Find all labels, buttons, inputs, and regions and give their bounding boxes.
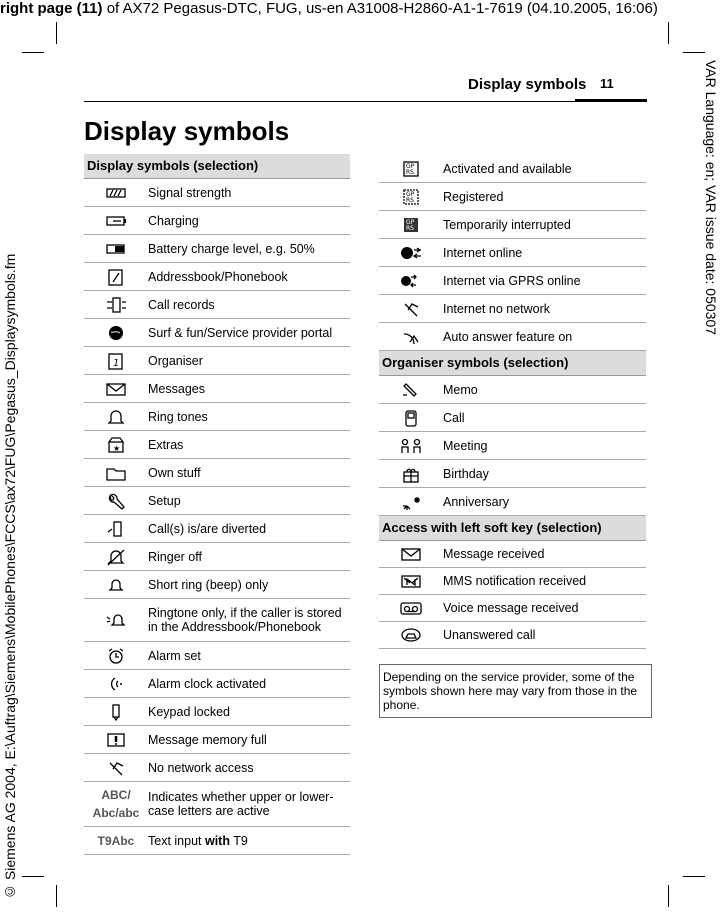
unanswered-call-icon — [379, 626, 443, 644]
symbol-label: Temporarily interrupted — [443, 217, 571, 232]
symbol-label: Charging — [148, 213, 199, 228]
symbol-row — [84, 571, 350, 599]
meeting-icon — [379, 437, 443, 455]
crop-mark — [668, 22, 669, 44]
symbol-row — [84, 291, 350, 319]
symbol-row — [379, 404, 646, 432]
call-icon — [379, 409, 443, 427]
label-part-bold: with — [204, 833, 230, 848]
symbol-label: Own stuff — [148, 465, 201, 480]
svg-text:GP: GP — [406, 190, 415, 198]
symbol-label: Registered — [443, 189, 504, 204]
symbol-label: Indicates whether upper or lower-case letters are active — [148, 790, 334, 818]
symbol-row — [379, 488, 646, 516]
crop-mark — [22, 876, 44, 877]
symbol-label: Auto answer feature on — [443, 329, 573, 344]
no-network-icon — [379, 300, 443, 318]
right-symbol-table — [379, 155, 646, 649]
symbol-row — [379, 460, 646, 488]
symbol-row — [84, 599, 350, 642]
symbol-row — [84, 642, 350, 670]
crop-mark — [683, 52, 705, 53]
header-rule-accent — [575, 99, 647, 102]
symbol-label: Addressbook/Phonebook — [148, 269, 288, 284]
folder-icon — [84, 464, 148, 482]
crop-mark — [683, 876, 705, 877]
symbol-label: Signal strength — [148, 185, 232, 200]
symbol-row — [379, 432, 646, 460]
t9-icon — [84, 832, 148, 850]
symbol-label: Battery charge level, e.g. 50% — [148, 241, 315, 256]
symbol-label: Meeting — [443, 438, 488, 453]
globe-icon — [84, 324, 148, 342]
symbol-row — [379, 295, 646, 323]
crop-mark — [56, 885, 57, 907]
no-network-icon — [84, 759, 148, 777]
symbol-label: Unanswered call — [443, 628, 536, 642]
symbol-row — [84, 319, 350, 347]
symbol-row — [379, 211, 646, 239]
section-heading: Organiser symbols (selection) — [379, 351, 646, 376]
symbol-label: Voice message received — [443, 601, 579, 615]
symbol-label: Ringtone only, if the caller is stored in the Addressbook/Phonebook — [148, 606, 342, 634]
page-number: 11 — [600, 76, 614, 91]
symbol-label: Internet no network — [443, 301, 551, 316]
symbol-row — [379, 323, 646, 351]
organiser-icon — [84, 352, 148, 370]
symbol-row — [84, 263, 350, 291]
symbol-row — [379, 595, 646, 622]
symbol-row — [84, 754, 350, 782]
ring-caller-icon — [84, 611, 148, 629]
gprs-available-icon — [379, 160, 443, 178]
symbol-row — [84, 698, 350, 726]
side-note-left: © Siemens AG 2004, E:\Auftrag\Siemens\MobilePhones\FCCS\ax72\FUG\Pegasus_Displaysymbols.fm — [2, 253, 18, 900]
symbol-row — [84, 726, 350, 754]
symbol-label: Keypad locked — [148, 704, 231, 719]
symbol-label: Messages — [148, 381, 205, 396]
svg-text:RS: RS — [406, 168, 414, 176]
key-lock-icon — [84, 703, 148, 721]
crop-mark — [668, 885, 669, 907]
symbol-row — [379, 568, 646, 595]
voicemail-icon — [379, 599, 443, 617]
symbol-row — [379, 239, 646, 267]
symbol-row — [84, 487, 350, 515]
symbol-row — [379, 541, 646, 568]
symbol-label: Memo — [443, 382, 478, 397]
crop-mark — [56, 22, 57, 44]
section-heading: Display symbols (selection) — [84, 154, 350, 179]
beep-icon — [84, 576, 148, 594]
anniversary-icon — [379, 493, 443, 511]
bell-icon — [84, 408, 148, 426]
symbol-row — [84, 207, 350, 235]
symbol-label: Ringer off — [148, 549, 202, 564]
call-records-icon — [84, 296, 148, 314]
symbol-label: Birthday — [443, 466, 489, 481]
ringer-off-icon — [84, 548, 148, 566]
page-title: Display symbols — [84, 116, 290, 146]
symbol-label: Call — [443, 410, 465, 425]
signal-strength-icon — [84, 184, 148, 202]
symbol-label: Internet via GPRS online — [443, 273, 581, 288]
alarm-active-icon — [84, 675, 148, 693]
symbol-row — [84, 375, 350, 403]
text-case-icon — [84, 786, 148, 822]
symbol-label: Message memory full — [148, 732, 267, 747]
svg-text:GP: GP — [406, 218, 415, 226]
label-part: Text input — [148, 833, 205, 848]
symbol-label: Short ring (beep) only — [148, 577, 269, 592]
symbol-row — [84, 459, 350, 487]
extras-icon — [84, 436, 148, 454]
gprs-registered-icon — [379, 188, 443, 206]
symbol-row — [84, 543, 350, 571]
memory-full-icon — [84, 731, 148, 749]
label-part: T9 — [229, 833, 248, 848]
left-symbol-table — [84, 154, 350, 855]
symbol-label: Activated and available — [443, 161, 572, 176]
wrench-icon — [84, 492, 148, 510]
section-heading: Access with left soft key (selection) — [379, 516, 646, 541]
charging-icon — [84, 212, 148, 230]
symbol-row — [379, 155, 646, 183]
print-header: right page (11) of AX72 Pegasus-DTC, FUG, us-en A31008-H2860-A1-1-7619 (04.10.2005, 16:06) — [0, 0, 658, 17]
icon-text: T9Abc — [97, 833, 135, 848]
symbol-row — [84, 403, 350, 431]
symbol-label: Setup — [148, 493, 181, 508]
internet-gprs-icon — [379, 272, 443, 290]
envelope-icon — [84, 380, 148, 398]
symbol-row — [379, 376, 646, 404]
symbol-row — [379, 267, 646, 295]
symbol-label: Organiser — [148, 353, 203, 368]
symbol-row — [84, 515, 350, 543]
battery-icon — [84, 240, 148, 258]
symbol-label: Surf & fun/Service provider portal — [148, 325, 333, 340]
symbol-label: Call(s) is/are diverted — [148, 521, 267, 536]
crop-mark — [22, 52, 44, 53]
side-note-right: VAR Language: en; VAR issue date: 050307 — [703, 60, 719, 336]
symbol-row — [84, 782, 350, 827]
gprs-interrupted-icon — [379, 216, 443, 234]
symbol-row — [84, 235, 350, 263]
alarm-icon — [84, 647, 148, 665]
symbol-row — [379, 622, 646, 649]
svg-text:1: 1 — [113, 357, 120, 369]
symbol-label: Anniversary — [443, 494, 509, 509]
symbol-label: Extras — [148, 437, 184, 452]
symbol-label: Message received — [443, 547, 545, 561]
note-box: Depending on the service provider, some of the symbols shown here may vary from those in the phone. — [379, 664, 652, 718]
divert-icon — [84, 520, 148, 538]
symbol-row — [84, 431, 350, 459]
symbol-label — [148, 834, 350, 848]
symbol-row — [84, 827, 350, 855]
svg-text:RS: RS — [406, 196, 414, 204]
symbol-label: Alarm clock activated — [148, 676, 267, 691]
symbol-label: No network access — [148, 760, 254, 775]
running-head: Display symbols — [468, 76, 587, 93]
svg-text:GP: GP — [406, 162, 415, 170]
symbol-label: Call records — [148, 297, 215, 312]
header-rule — [84, 101, 647, 102]
symbol-row — [84, 670, 350, 698]
addressbook-icon — [84, 268, 148, 286]
mms-icon — [379, 572, 443, 590]
symbol-label: Ring tones — [148, 409, 208, 424]
symbol-row — [84, 179, 350, 207]
auto-answer-icon — [379, 328, 443, 346]
symbol-row — [379, 183, 646, 211]
svg-text:RS: RS — [406, 224, 414, 232]
symbol-row — [84, 347, 350, 375]
svg-text:★: ★ — [113, 443, 121, 453]
memo-icon — [379, 381, 443, 399]
symbol-label: Internet online — [443, 245, 523, 260]
symbol-label: Alarm set — [148, 648, 201, 663]
symbol-label: MMS notification received — [443, 574, 587, 588]
internet-online-icon — [379, 244, 443, 262]
birthday-icon — [379, 465, 443, 483]
message-received-icon — [379, 545, 443, 563]
icon-text: ABC/ Abc/abc — [92, 788, 140, 820]
